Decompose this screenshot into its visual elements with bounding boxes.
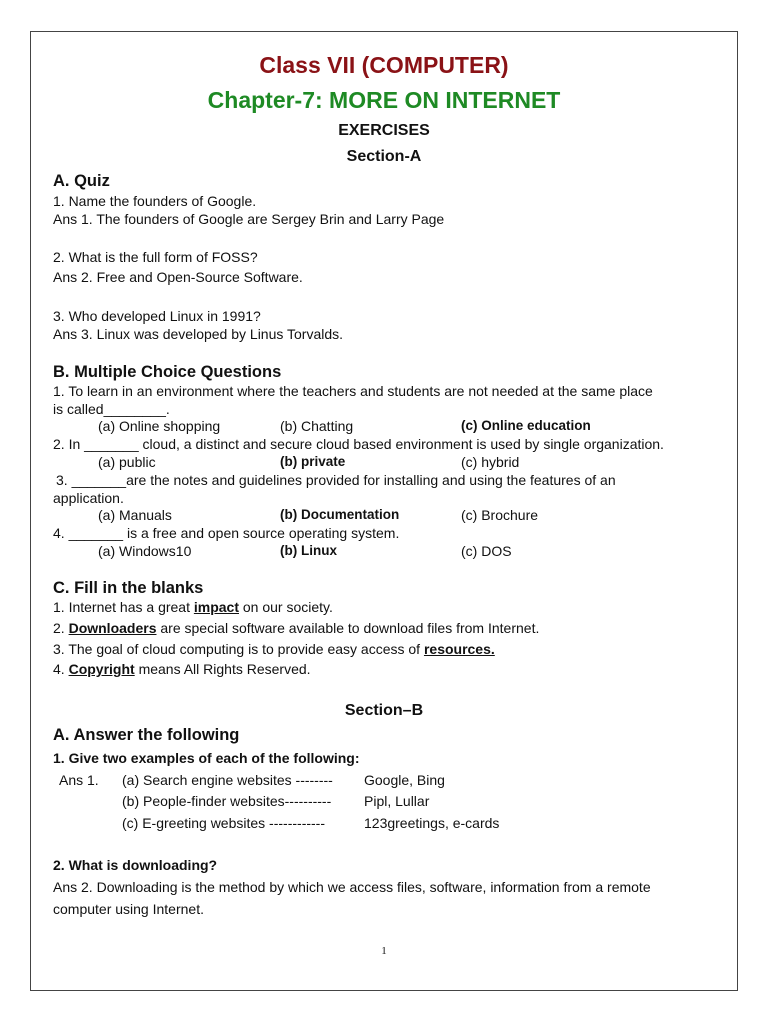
- fill-line-1: [53, 599, 333, 615]
- answer-row-left: (b) People-finder websites----------: [122, 793, 332, 809]
- mcq-q3-option-b-correct: (b) Documentation: [280, 507, 400, 522]
- fill-line-2-pre: 2.: [53, 620, 69, 636]
- answer-a1-label: Ans 1.: [59, 772, 99, 788]
- exercises-heading: EXERCISES: [338, 122, 430, 139]
- fill-line-2-post: are special software available to download files from Internet.: [156, 620, 540, 636]
- quiz-a1: Ans 1. The founders of Google are Sergey Brin and Larry Page: [53, 211, 445, 227]
- mcq-q2-option-c: (c) hybrid: [461, 454, 520, 470]
- mcq-q3-line1: 3. _______are the notes and guidelines provided for installing and using the features of an: [56, 472, 616, 488]
- page-title: Class VII (COMPUTER): [259, 52, 509, 78]
- answer-heading: A. Answer the following: [53, 726, 240, 744]
- mcq-q4-option-c: (c) DOS: [461, 543, 512, 559]
- mcq-q2-option-a: (a) public: [98, 454, 156, 470]
- fill-line-3-pre: 3. The goal of cloud computing is to provide easy access of: [53, 641, 424, 657]
- answer-a2-line1: Ans 2. Downloading is the method by which we access files, software, information from a remote: [53, 879, 651, 895]
- mcq-q4-option-b-correct: (b) Linux: [280, 543, 337, 558]
- fill-line-3: [53, 641, 495, 657]
- fill-line-2-answer: Downloaders: [68, 620, 157, 636]
- mcq-q4: 4. _______ is a free and open source operating system.: [53, 525, 400, 541]
- fill-line-4-post: means All Rights Reserved.: [134, 661, 311, 677]
- fill-line-3-answer: resources.: [423, 641, 495, 657]
- fill-line-4-pre: 4.: [53, 661, 69, 677]
- answer-row-left: (c) E-greeting websites ------------: [122, 815, 325, 831]
- mcq-q1-option-a: (a) Online shopping: [98, 418, 221, 434]
- mcq-q2-option-b-correct: (b) private: [280, 454, 346, 469]
- mcq-q1-option-b: (b) Chatting: [280, 418, 354, 434]
- document-page: [30, 31, 738, 991]
- mcq-q1-line1: 1. To learn in an environment where the teachers and students are not needed at the same place: [53, 383, 653, 399]
- quiz-a3: Ans 3. Linux was developed by Linus Torvalds.: [53, 326, 344, 342]
- mcq-q3-option-c: (c) Brochure: [461, 507, 539, 523]
- answer-row-right: Google, Bing: [364, 772, 445, 788]
- mcq-q1-line2: is called________.: [53, 401, 170, 417]
- fill-line-4-answer: Copyright: [68, 661, 135, 677]
- fill-line-4: [53, 661, 311, 677]
- quiz-q1: 1. Name the founders of Google.: [53, 193, 257, 209]
- quiz-heading: A. Quiz: [53, 172, 110, 190]
- fill-line-1-answer: impact: [193, 599, 239, 615]
- answer-row-right: Pipl, Lullar: [364, 793, 430, 809]
- answer-q1: 1. Give two examples of each of the following:: [53, 750, 360, 766]
- page-number: 1: [381, 945, 387, 957]
- fill-line-1-post: on our society.: [239, 599, 333, 615]
- chapter-title: Chapter-7: MORE ON INTERNET: [207, 87, 561, 113]
- quiz-a2: Ans 2. Free and Open-Source Software.: [53, 269, 303, 285]
- answer-row-right: 123greetings, e-cards: [364, 815, 500, 831]
- mcq-q1-option-c-correct: (c) Online education: [461, 418, 591, 433]
- section-a-heading: Section-A: [346, 148, 422, 165]
- answer-q2: 2. What is downloading?: [53, 857, 218, 873]
- fill-line-1-pre: 1. Internet has a great: [53, 599, 194, 615]
- quiz-q3: 3. Who developed Linux in 1991?: [53, 308, 261, 324]
- fill-heading: C. Fill in the blanks: [53, 579, 204, 597]
- mcq-q3-line2: application.: [53, 490, 124, 506]
- section-b-heading: Section–B: [344, 702, 424, 719]
- mcq-q3-option-a: (a) Manuals: [98, 507, 172, 523]
- quiz-q2: 2. What is the full form of FOSS?: [53, 249, 258, 265]
- mcq-q2: 2. In _______ cloud, a distinct and secure cloud based environment is used by single organization.: [53, 436, 664, 452]
- mcq-q4-option-a: (a) Windows10: [98, 543, 192, 559]
- fill-line-2: [53, 620, 539, 636]
- answer-row-left: (a) Search engine websites --------: [122, 772, 333, 788]
- mcq-heading: B. Multiple Choice Questions: [53, 363, 282, 381]
- answer-a2-line2: computer using Internet.: [53, 901, 204, 917]
